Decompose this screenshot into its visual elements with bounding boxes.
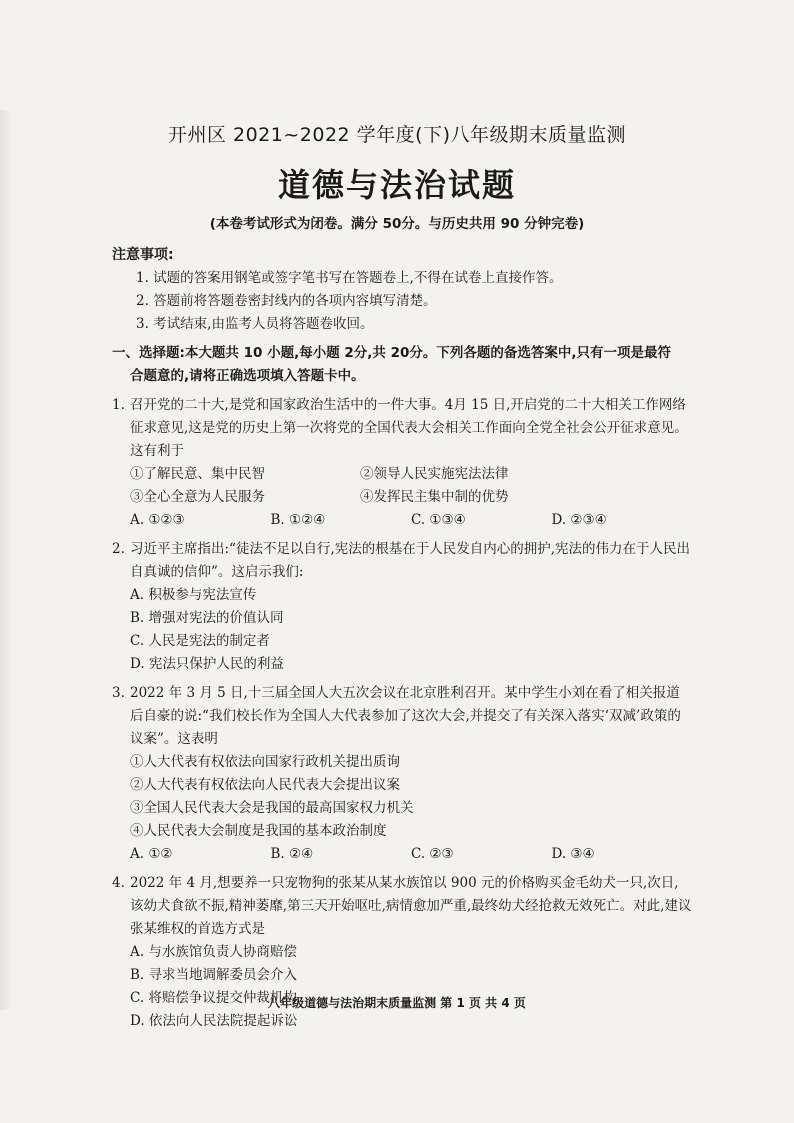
- choice-a: A. ①②: [130, 846, 173, 862]
- notice-heading: 注意事项:: [112, 247, 174, 263]
- question-stem: 召开党的二十大,是党和国家政治生活中的一件大事。4月 15 日,开启党的二十大相关工作网络征求意见,这是党的历史上第一次将党的全国代表大会相关工作面向全党全社会公开征求意见。这有利于: [130, 397, 688, 459]
- choice-row: [112, 843, 692, 866]
- statement-row: [112, 486, 692, 509]
- page-footer: 八年级道德与法治期末质量监测 第 1 页 共 4 页: [268, 996, 526, 1010]
- choice-b: B. ②④: [270, 846, 314, 862]
- section-heading: [112, 342, 692, 388]
- choice-a: A. ①②③: [130, 512, 185, 528]
- exam-title: 开州区 2021~2022 学年度(下)八年级期末质量监测: [167, 124, 627, 146]
- choice-b: B. 增强对宪法的价值认同: [130, 610, 284, 626]
- choice-b: B. 寻求当地调解委员会介入: [130, 967, 298, 983]
- statement-row: [112, 463, 692, 486]
- question-stem: 2022 年 3 月 5 日,十三届全国人大五次会议在北京胜利召开。某中学生小刘在看了相关报道后自豪的说:“我们校长作为全国人大代表参加了这次大会,并提交了有关深入落实‘双减’政策的议案”。这表明: [130, 685, 681, 747]
- choice-d: D. 宪法只保护人民的利益: [130, 656, 284, 672]
- choice-c: C. ①③④: [411, 512, 466, 528]
- choice-c: C. 将赔偿争议提交仲裁机构: [130, 990, 297, 1006]
- statement-item: ②人大代表有权依法向人民代表大会提出议案: [130, 777, 400, 793]
- choice-b: B. ①②④: [270, 512, 326, 528]
- statement-item: ①了解民意、集中民智: [130, 466, 265, 482]
- section-heading-line: 合题意的,请将正确选项填入答题卡中。: [130, 368, 365, 384]
- notice-item: 3. 考试结束,由监考人员将答题卷收回。: [136, 316, 374, 332]
- scan-edge-shadow: [0, 110, 12, 1010]
- question-number: 2.: [112, 541, 125, 557]
- choice-row: [112, 509, 692, 532]
- statement-item: ③全国人民代表大会是我国的最高国家权力机关: [130, 800, 414, 816]
- section-heading-line: 一、选择题:本大题共 10 小题,每小题 2分,共 20分。下列各题的备选答案中,只有一项是最符: [112, 345, 672, 361]
- question-2: [112, 538, 692, 676]
- question-number: 4.: [112, 875, 125, 891]
- question-stem: 2022 年 4 月,想要养一只宠物狗的张某从某水族馆以 900 元的价格购买金毛幼犬一只,次日,该幼犬食欲不振,精神萎靡,第三天开始呕吐,病情愈加严重,最终幼犬经抢救无效死亡。对此,建议张某维权的首选方式是: [130, 875, 692, 937]
- question-number: 1.: [112, 397, 125, 413]
- statement-item: ②领导人民实施宪法法律: [360, 466, 509, 482]
- choice-d: D. ③④: [551, 846, 595, 862]
- choice-a: A. 积极参与宪法宣传: [130, 587, 257, 603]
- choice-c: C. 人民是宪法的制定者: [130, 633, 270, 649]
- question-stem: 习近平主席指出:“徒法不足以自行,宪法的根基在于人民发自内心的拥护,宪法的伟力在于人民出自真诚的信仰”。这启示我们:: [130, 541, 691, 580]
- statement-item: ④人民代表大会制度是我国的基本政治制度: [130, 823, 387, 839]
- statement-item: ①人大代表有权依法向国家行政机关提出质询: [130, 754, 400, 770]
- statement-item: ③全心全意为人民服务: [130, 489, 265, 505]
- choice-d: D. ②③④: [551, 512, 607, 528]
- exam-content: [112, 240, 692, 1033]
- question-number: 3.: [112, 685, 125, 701]
- statement-item: ④发挥民主集中制的优势: [360, 489, 509, 505]
- question-3: [112, 682, 692, 866]
- choice-a: A. 与水族馆负责人协商赔偿: [130, 944, 297, 960]
- choice-c: C. ②③: [411, 846, 454, 862]
- notice-item: 1. 试题的答案用钢笔或签字笔书写在答题卷上,不得在试卷上直接作答。: [136, 270, 563, 286]
- subject-title: 道德与法治试题: [277, 166, 516, 204]
- exam-subtitle: (本卷考试形式为闭卷。满分 50分。与历史共用 90 分钟完卷): [209, 216, 585, 232]
- question-1: [112, 394, 692, 532]
- notice-item: 2. 答题前将答题卷密封线内的各项内容填写清楚。: [136, 293, 437, 309]
- choice-d: D. 依法向人民法院提起诉讼: [130, 1013, 298, 1029]
